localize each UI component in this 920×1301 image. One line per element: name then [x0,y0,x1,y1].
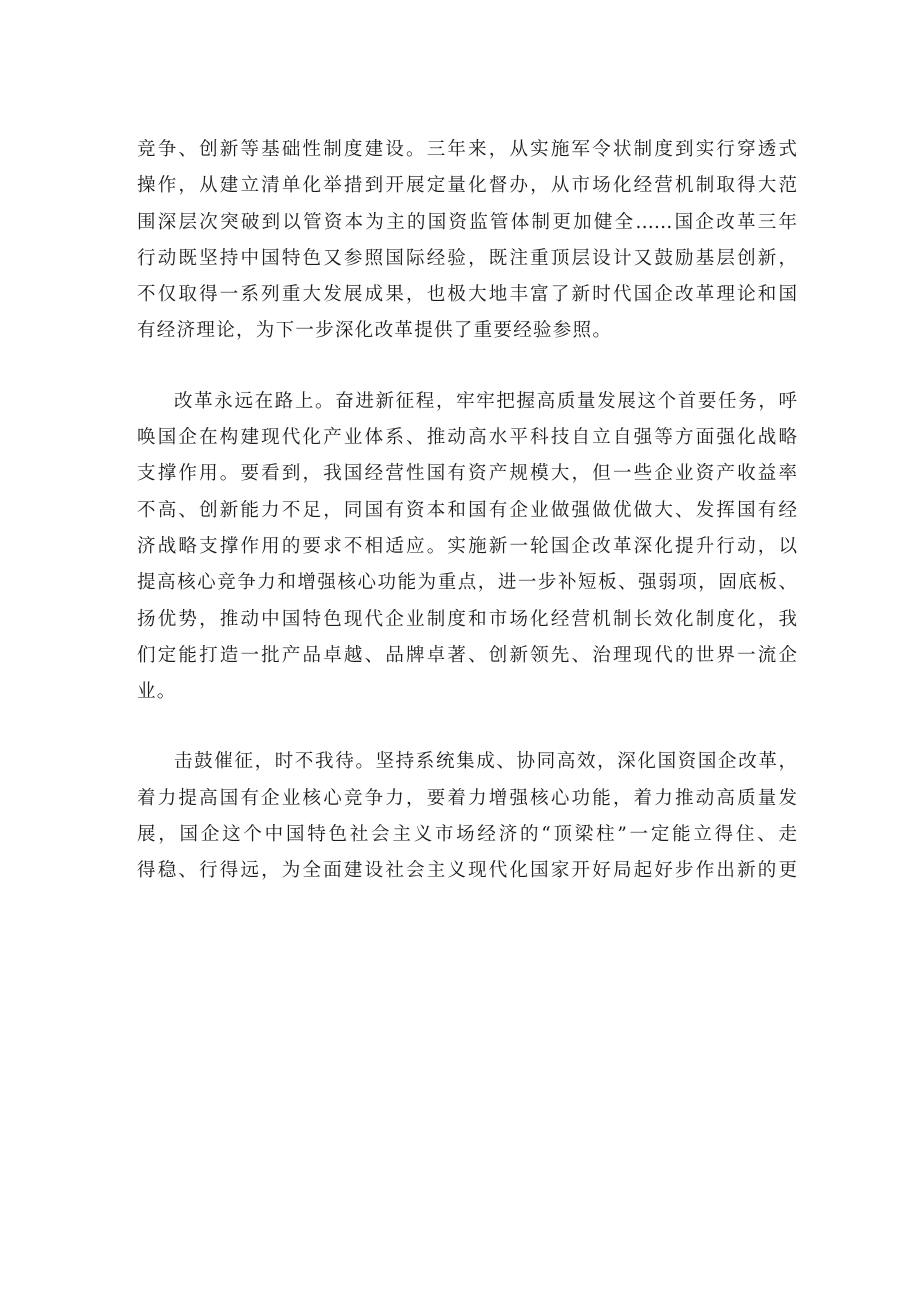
text-line: 着力提高国有企业核心竞争力，要着力增强核心功能，着力推动高质量发 [137,787,797,809]
text-line: 行动既坚持中国特色又参照国际经验，既注重顶层设计又鼓励基层创新， [137,247,797,269]
text-line: 得稳、行得远，为全面建设社会主义现代化国家开好局起好步作出新的更 [137,860,797,882]
paragraph-3 [137,744,797,889]
text-line: 扬优势，推动中国特色现代企业制度和市场化经营机制长效化制度化，我 [137,608,797,630]
text-line: 支撑作用。要看到，我国经营性国有资产规模大，但一些企业资产收益率 [137,463,797,485]
paragraph-1 [137,132,797,350]
text-line: 有经济理论，为下一步深化改革提供了重要经验参照。 [137,320,613,342]
text-line: 提高核心竞争力和增强核心功能为重点，进一步补短板、强弱项，固底板、 [137,572,797,594]
text-line: 唤国企在构建现代化产业体系、推动高水平科技自立自强等方面强化战略 [137,427,797,449]
text-line: 击鼓催征，时不我待。坚持系统集成、协同高效，深化国资国企改革， [174,751,797,773]
text-line: 济战略支撑作用的要求不相适应。实施新一轮国企改革深化提升行动，以 [137,535,797,557]
text-line: 展，国企这个中国特色社会主义市场经济的“顶梁柱”一定能立得住、走 [137,824,797,846]
paragraph-2 [137,384,797,711]
text-line: 不仅取得一系列重大发展成果，也极大地丰富了新时代国企改革理论和国 [137,284,797,306]
text-line: 们定能打造一批产品卓越、品牌卓著、创新领先、治理现代的世界一流企 [137,644,797,666]
text-line: 不高、创新能力不足，同国有资本和国有企业做强做优做大、发挥国有经 [137,499,797,521]
text-line: 围深层次突破到以管资本为主的国资监管体制更加健全……国企改革三年 [137,211,797,233]
text-line: 竞争、创新等基础性制度建设。三年来，从实施军令状制度到实行穿透式 [137,139,797,160]
text-line: 改革永远在路上。奋进新征程，牢牢把握高质量发展这个首要任务，呼 [174,390,797,412]
document-body [137,132,797,924]
text-line: 操作，从建立清单化举措到开展定量化督办，从市场化经营机制取得大范 [137,175,797,197]
text-line: 业。 [137,681,177,703]
